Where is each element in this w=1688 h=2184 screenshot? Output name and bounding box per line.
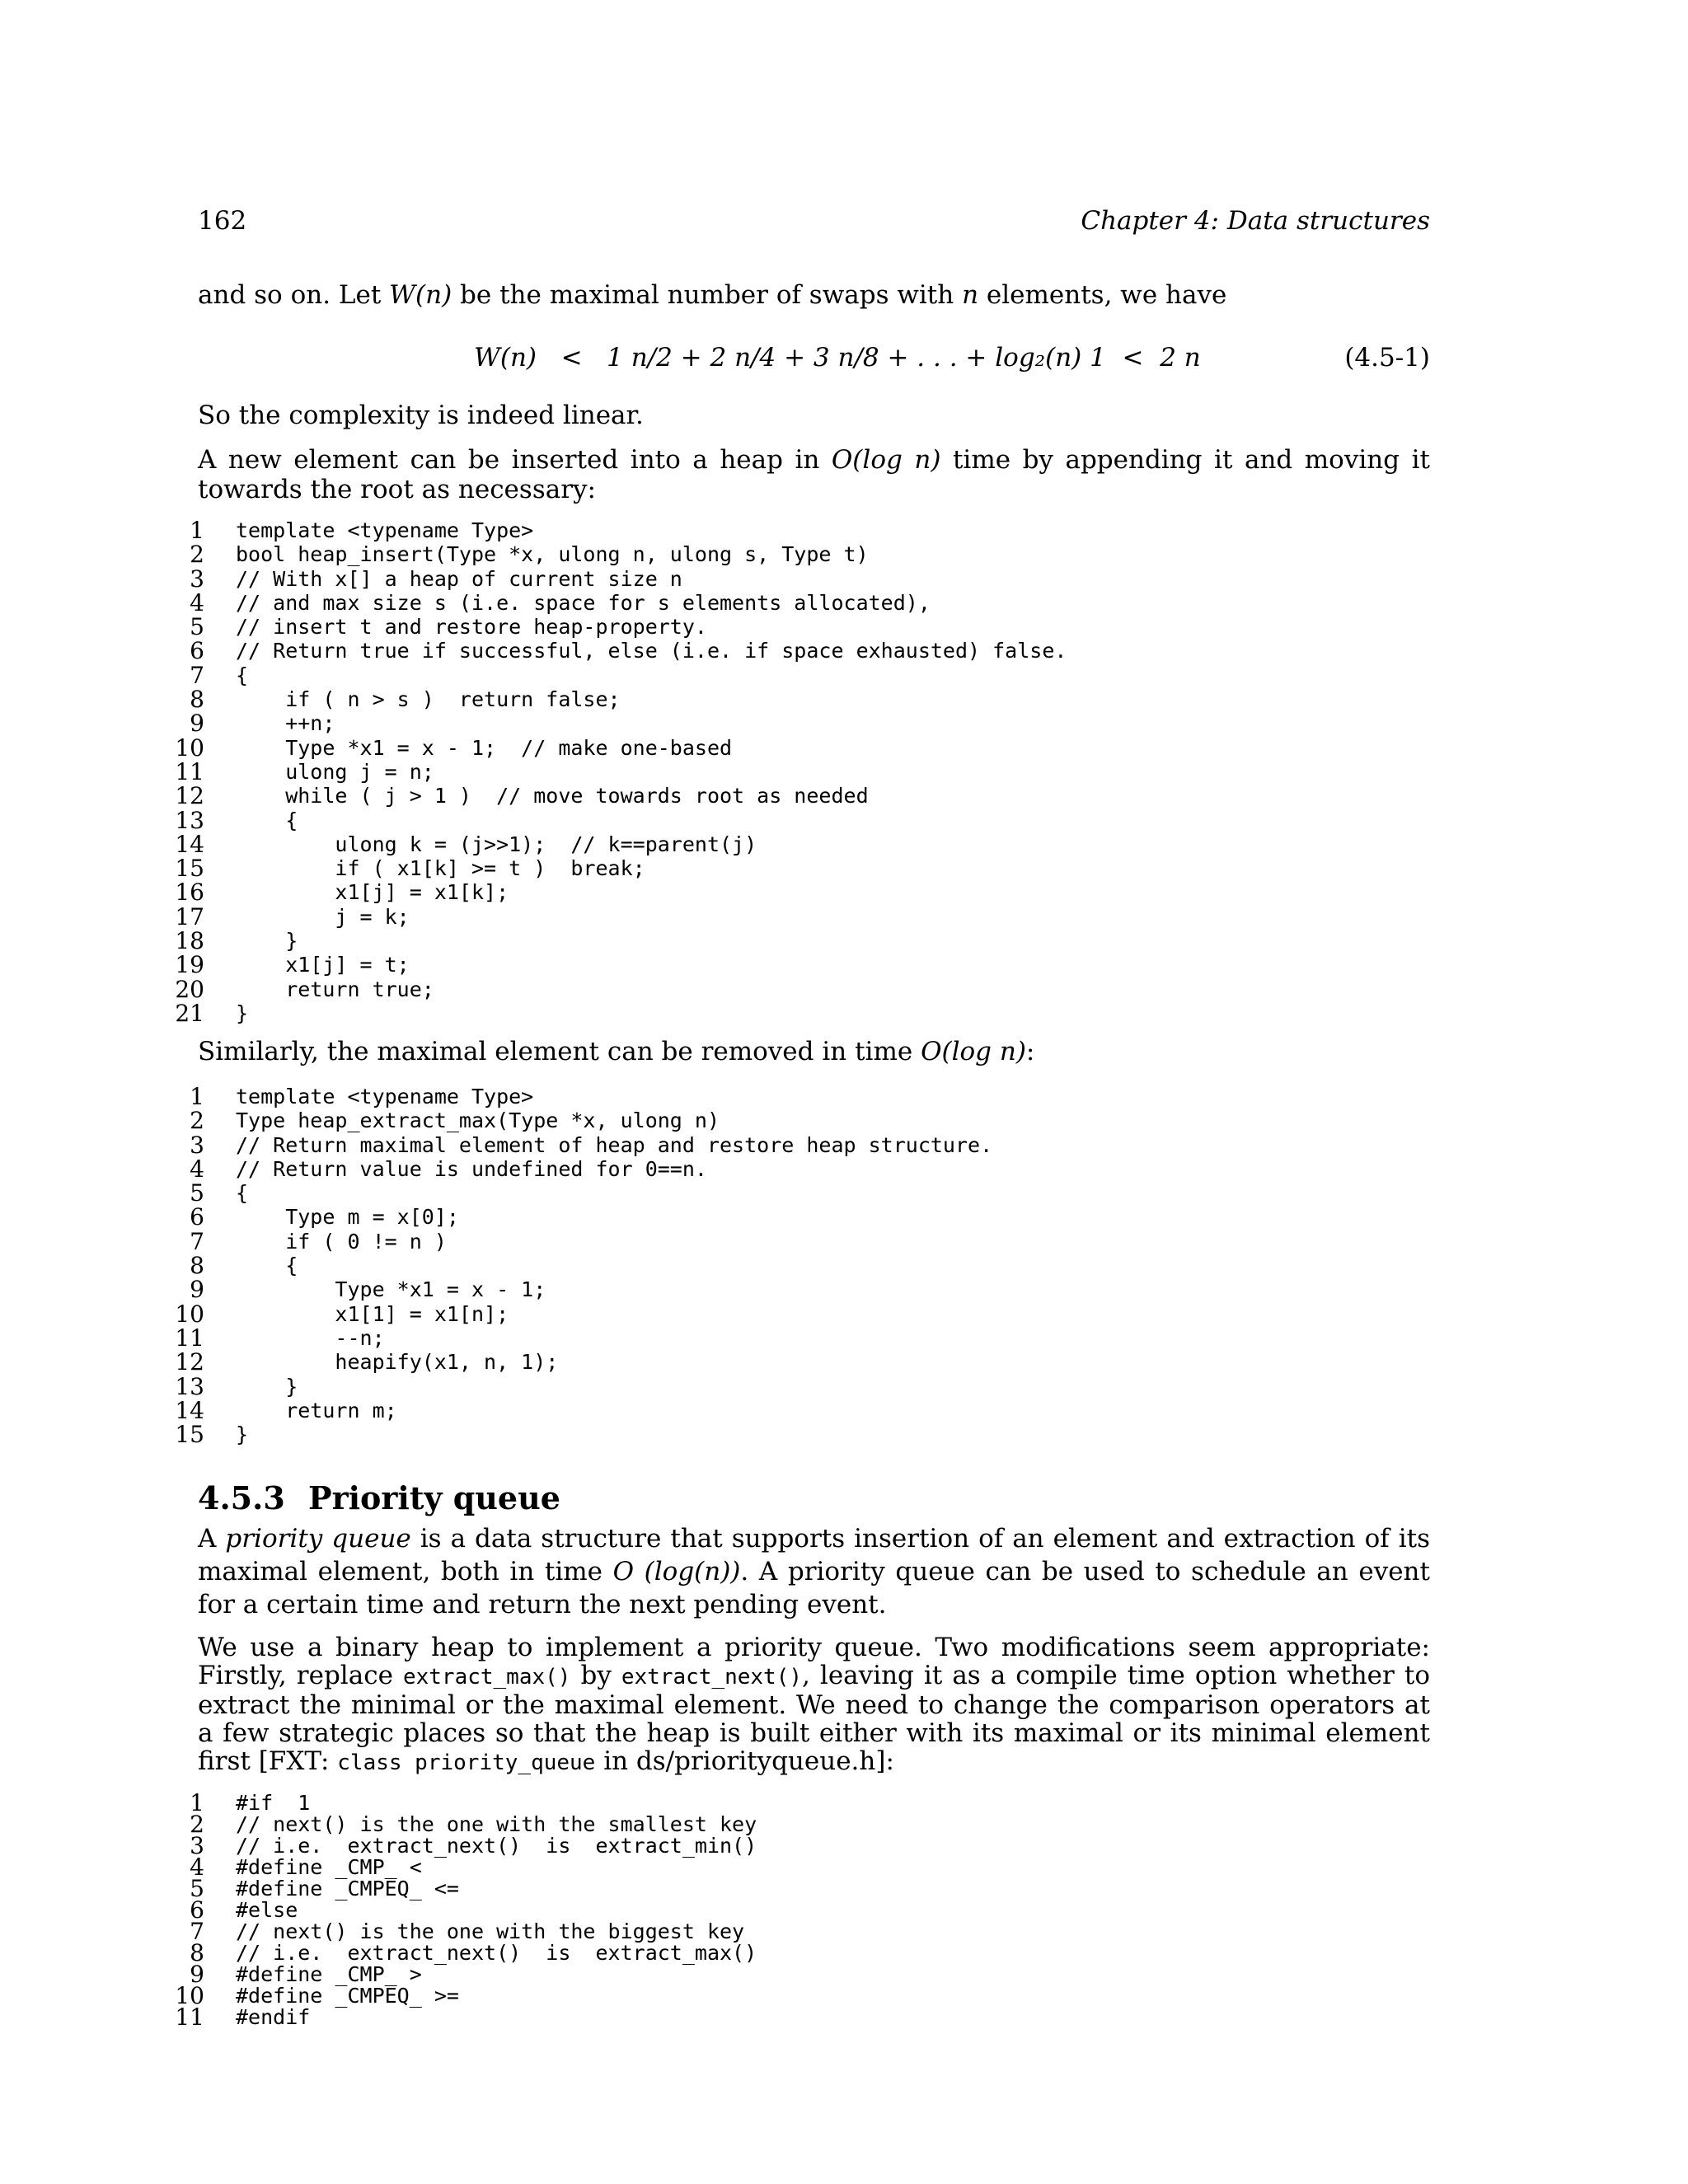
- line-number: 7: [190, 661, 204, 689]
- code-line: [168, 1350, 1437, 1374]
- code-text: #else: [236, 1898, 298, 1922]
- line-number: 12: [175, 1348, 204, 1376]
- line-number: 4: [190, 1155, 204, 1183]
- line-number: 10: [175, 1982, 204, 2009]
- code-class-priority-queue: class priority_queue: [337, 1750, 596, 1775]
- code-text: // Return true if successful, else (i.e. if space exhausted) false.: [236, 639, 1067, 663]
- extract-text: :: [1025, 1037, 1035, 1066]
- code-line: [168, 1205, 1437, 1229]
- pq-text: is a data structure that supports insertion of an element and extraction of its maximal element, both in time: [198, 1524, 1430, 1586]
- code-line: [168, 1276, 1437, 1304]
- code-line: [168, 757, 1437, 785]
- line-number: 15: [175, 855, 204, 883]
- code-text: // With x[] a heap of current size n: [236, 566, 682, 591]
- section-heading: [198, 1479, 560, 1517]
- code-text: x1[j] = x1[k];: [236, 880, 509, 905]
- math-W-n: W(n): [389, 280, 452, 310]
- code-text: }: [236, 1422, 249, 1447]
- code-text: template <typename Type>: [236, 1085, 534, 1108]
- code-text: {: [236, 1181, 249, 1206]
- big-o-log-n: O(log n): [921, 1037, 1026, 1066]
- code-text: ulong j = n;: [236, 759, 434, 784]
- line-number: 5: [190, 1179, 204, 1207]
- code-text: bool heap_insert(Type *x, ulong n, ulong s, Type t): [236, 542, 869, 567]
- pq-text: A: [198, 1524, 226, 1554]
- code-text: if ( 0 != n ): [236, 1229, 447, 1254]
- code-text: {: [236, 1254, 298, 1278]
- line-number: 10: [175, 1300, 204, 1328]
- code-listing-heap-insert: [168, 518, 1437, 1025]
- chapter-title: Chapter 4: Data structures: [1081, 206, 1430, 236]
- line-number: 9: [190, 710, 204, 738]
- code-text: Type heap_extract_max(Type *x, ulong n): [236, 1108, 720, 1133]
- code-line: [168, 1372, 1437, 1400]
- section-number: 4.5.3: [198, 1479, 285, 1516]
- line-number: 4: [190, 588, 204, 616]
- code-line: [168, 2004, 1437, 2031]
- insert-paragraph: [198, 445, 1430, 504]
- line-number: 3: [190, 1131, 204, 1159]
- code-line: [168, 615, 1437, 639]
- code-text: {: [236, 663, 249, 687]
- code-line: [168, 902, 1437, 930]
- intro-text: elements, we have: [978, 280, 1227, 310]
- line-number: 1: [190, 1789, 204, 1816]
- code-text: }: [236, 1001, 249, 1025]
- code-line: [168, 953, 1437, 977]
- line-number: 20: [175, 975, 204, 1003]
- code-text: // and max size s (i.e. space for s elements allocated),: [236, 590, 931, 615]
- page: [175, 0, 1430, 2184]
- code-text: Type *x1 = x - 1; // make one-based: [236, 735, 733, 760]
- code-line: [168, 567, 1437, 591]
- pq-text: , leaving it as a compile time option whether to extract the minimal or the maximal element. We need to change the comparison operators at a few strategic places so that the heap is built either with its maximal or its minimal element first [FXT:: [198, 1661, 1430, 1776]
- code-line: [168, 1326, 1437, 1350]
- code-text: #define _CMP_ >: [236, 1962, 422, 1986]
- code-line: [168, 1789, 1437, 1816]
- code-line: [168, 977, 1437, 1001]
- line-number: 11: [175, 2004, 204, 2031]
- line-number: 6: [190, 1203, 204, 1231]
- line-number: 12: [175, 782, 204, 810]
- code-line: [168, 1896, 1437, 1924]
- code-text: Type *x1 = x - 1;: [236, 1277, 546, 1302]
- code-text: #define _CMPEQ_ <=: [236, 1877, 459, 1900]
- code-line: [168, 929, 1437, 953]
- line-number: 14: [175, 830, 204, 858]
- code-text: x1[j] = t;: [236, 953, 410, 977]
- pq-text: in ds/priorityqueue.h]:: [595, 1746, 894, 1776]
- code-text: return true;: [236, 977, 434, 1001]
- code-line: [168, 1961, 1437, 1988]
- line-number: 4: [190, 1854, 204, 1881]
- code-text: #define _CMP_ <: [236, 1855, 422, 1879]
- code-line: [168, 1001, 1437, 1025]
- code-line: [168, 1181, 1437, 1205]
- line-number: 19: [175, 951, 204, 979]
- section-title: Priority queue: [308, 1479, 560, 1516]
- code-line: [168, 808, 1437, 832]
- code-line: [168, 1982, 1437, 2009]
- line-number: 17: [175, 902, 204, 930]
- code-text: // i.e. extract_next() is extract_min(): [236, 1834, 757, 1858]
- priority-queue-paragraph-1: [198, 1522, 1430, 1621]
- line-number: 2: [190, 541, 204, 569]
- code-text: #endif: [236, 2005, 311, 2029]
- code-text: // next() is the one with the biggest key: [236, 1919, 745, 1943]
- line-number: 11: [175, 757, 204, 785]
- code-text: // i.e. extract_next() is extract_max(): [236, 1941, 757, 1965]
- line-number: 18: [175, 927, 204, 955]
- complexity-paragraph: So the complexity is indeed linear.: [198, 401, 644, 430]
- extract-text: Similarly, the maximal element can be removed in time: [198, 1037, 921, 1066]
- code-line: [168, 832, 1437, 856]
- extract-paragraph: [198, 1037, 1430, 1066]
- code-text: // Return value is undefined for 0==n.: [236, 1156, 707, 1181]
- code-line: [168, 879, 1437, 907]
- line-number: 6: [190, 637, 204, 665]
- code-line: [168, 1227, 1437, 1255]
- term-priority-queue: priority queue: [225, 1524, 411, 1554]
- code-line: [168, 541, 1437, 569]
- code-text: while ( j > 1 ) // move towards root as needed: [236, 784, 869, 808]
- code-line: [168, 1421, 1437, 1449]
- code-text: // next() is the one with the smallest key: [236, 1812, 757, 1836]
- code-text: if ( x1[k] >= t ) break;: [236, 856, 645, 881]
- code-line: [168, 1811, 1437, 1838]
- big-o-log-n: O(log n): [831, 445, 941, 475]
- line-number: 6: [190, 1896, 204, 1924]
- code-line: [168, 1157, 1437, 1181]
- line-number: 3: [190, 565, 204, 593]
- line-number: 13: [175, 1372, 204, 1400]
- code-text: return m;: [236, 1398, 397, 1422]
- line-number: 5: [190, 1875, 204, 1902]
- intro-paragraph: [198, 280, 1430, 310]
- code-line: [168, 1133, 1437, 1157]
- line-number: 3: [190, 1832, 204, 1859]
- big-o-log-n: O (log(n)): [612, 1557, 741, 1586]
- code-listing-priority-queue-defines: [168, 1789, 1437, 2031]
- pq-text: . A priority queue can be used to schedule an event for a certain time and return the next pending event.: [198, 1557, 1430, 1619]
- equation-number: (4.5-1): [1344, 343, 1430, 373]
- code-text: // Return maximal element of heap and restore heap structure.: [236, 1132, 993, 1157]
- code-text: --n;: [236, 1325, 385, 1350]
- code-extract-next: extract_next(): [621, 1665, 803, 1690]
- code-line: [168, 784, 1437, 808]
- line-number: 9: [190, 1276, 204, 1304]
- code-line: [168, 639, 1437, 663]
- line-number: 15: [175, 1421, 204, 1449]
- code-text: }: [236, 929, 298, 954]
- line-number: 1: [190, 1083, 204, 1110]
- code-text: j = k;: [236, 904, 410, 929]
- line-number: 9: [190, 1961, 204, 1988]
- line-number: 16: [175, 879, 204, 907]
- equation-body: W(n) < 1 n/2 + 2 n/4 + 3 n/8 + . . . + log₂(n) 1 < 2 n: [474, 343, 1201, 373]
- page-number: 162: [198, 206, 247, 236]
- intro-text: be the maximal number of swaps with: [452, 280, 963, 310]
- equation-4-5-1: [198, 340, 1430, 376]
- code-line: [168, 1302, 1437, 1326]
- code-line: [168, 1252, 1437, 1280]
- code-text: #define _CMPEQ_ >=: [236, 1984, 459, 2008]
- intro-text: and so on. Let: [198, 280, 390, 310]
- line-number: 7: [190, 1918, 204, 1945]
- code-text: x1[1] = x1[n];: [236, 1301, 509, 1326]
- line-number: 1: [190, 517, 204, 544]
- code-text: template <typename Type>: [236, 518, 534, 542]
- code-line: [168, 733, 1437, 762]
- code-line: [168, 1085, 1437, 1108]
- code-text: Type m = x[0];: [236, 1205, 459, 1230]
- code-line: [168, 710, 1437, 738]
- code-line: [168, 1875, 1437, 1902]
- line-number: 2: [190, 1811, 204, 1838]
- code-line: [168, 1396, 1437, 1424]
- line-number: 7: [190, 1227, 204, 1255]
- code-line: [168, 518, 1437, 542]
- line-number: 10: [175, 733, 204, 762]
- code-line: [168, 663, 1437, 687]
- insert-text: time by appending it and moving it towards the root as necessary:: [198, 445, 1430, 504]
- code-line: [168, 1854, 1437, 1881]
- priority-queue-paragraph-2: [198, 1633, 1430, 1777]
- line-number: 14: [175, 1396, 204, 1424]
- code-text: if ( n > s ) return false;: [236, 687, 621, 712]
- code-line: [168, 588, 1437, 616]
- pq-text: by: [570, 1661, 621, 1690]
- code-line: [168, 1939, 1437, 1966]
- line-number: 13: [175, 806, 204, 834]
- code-text: heapify(x1, n, 1);: [236, 1350, 559, 1375]
- code-text: {: [236, 808, 298, 832]
- line-number: 8: [190, 686, 204, 714]
- line-number: 8: [190, 1939, 204, 1966]
- code-line: [168, 1107, 1437, 1135]
- code-extract-max: extract_max(): [402, 1665, 571, 1690]
- code-line: [168, 1918, 1437, 1945]
- line-number: 5: [190, 613, 204, 641]
- code-line: [168, 1832, 1437, 1859]
- code-text: #if 1: [236, 1791, 311, 1815]
- code-text: // insert t and restore heap-property.: [236, 615, 707, 640]
- code-listing-heap-extract-max: [168, 1083, 1437, 1449]
- line-number: 21: [175, 999, 204, 1027]
- code-text: }: [236, 1374, 298, 1399]
- code-text: ulong k = (j>>1); // k==parent(j): [236, 832, 757, 856]
- insert-text: A new element can be inserted into a heap in: [198, 445, 832, 475]
- code-line: [168, 855, 1437, 883]
- code-text: ++n;: [236, 711, 335, 736]
- code-line: [168, 686, 1437, 714]
- line-number: 2: [190, 1107, 204, 1135]
- pq-text: We use a binary heap to implement a priority queue. Two modifications seem appropriate: Firstly, replace: [198, 1633, 1430, 1690]
- math-n: n: [962, 280, 979, 310]
- line-number: 11: [175, 1324, 204, 1352]
- line-number: 8: [190, 1252, 204, 1280]
